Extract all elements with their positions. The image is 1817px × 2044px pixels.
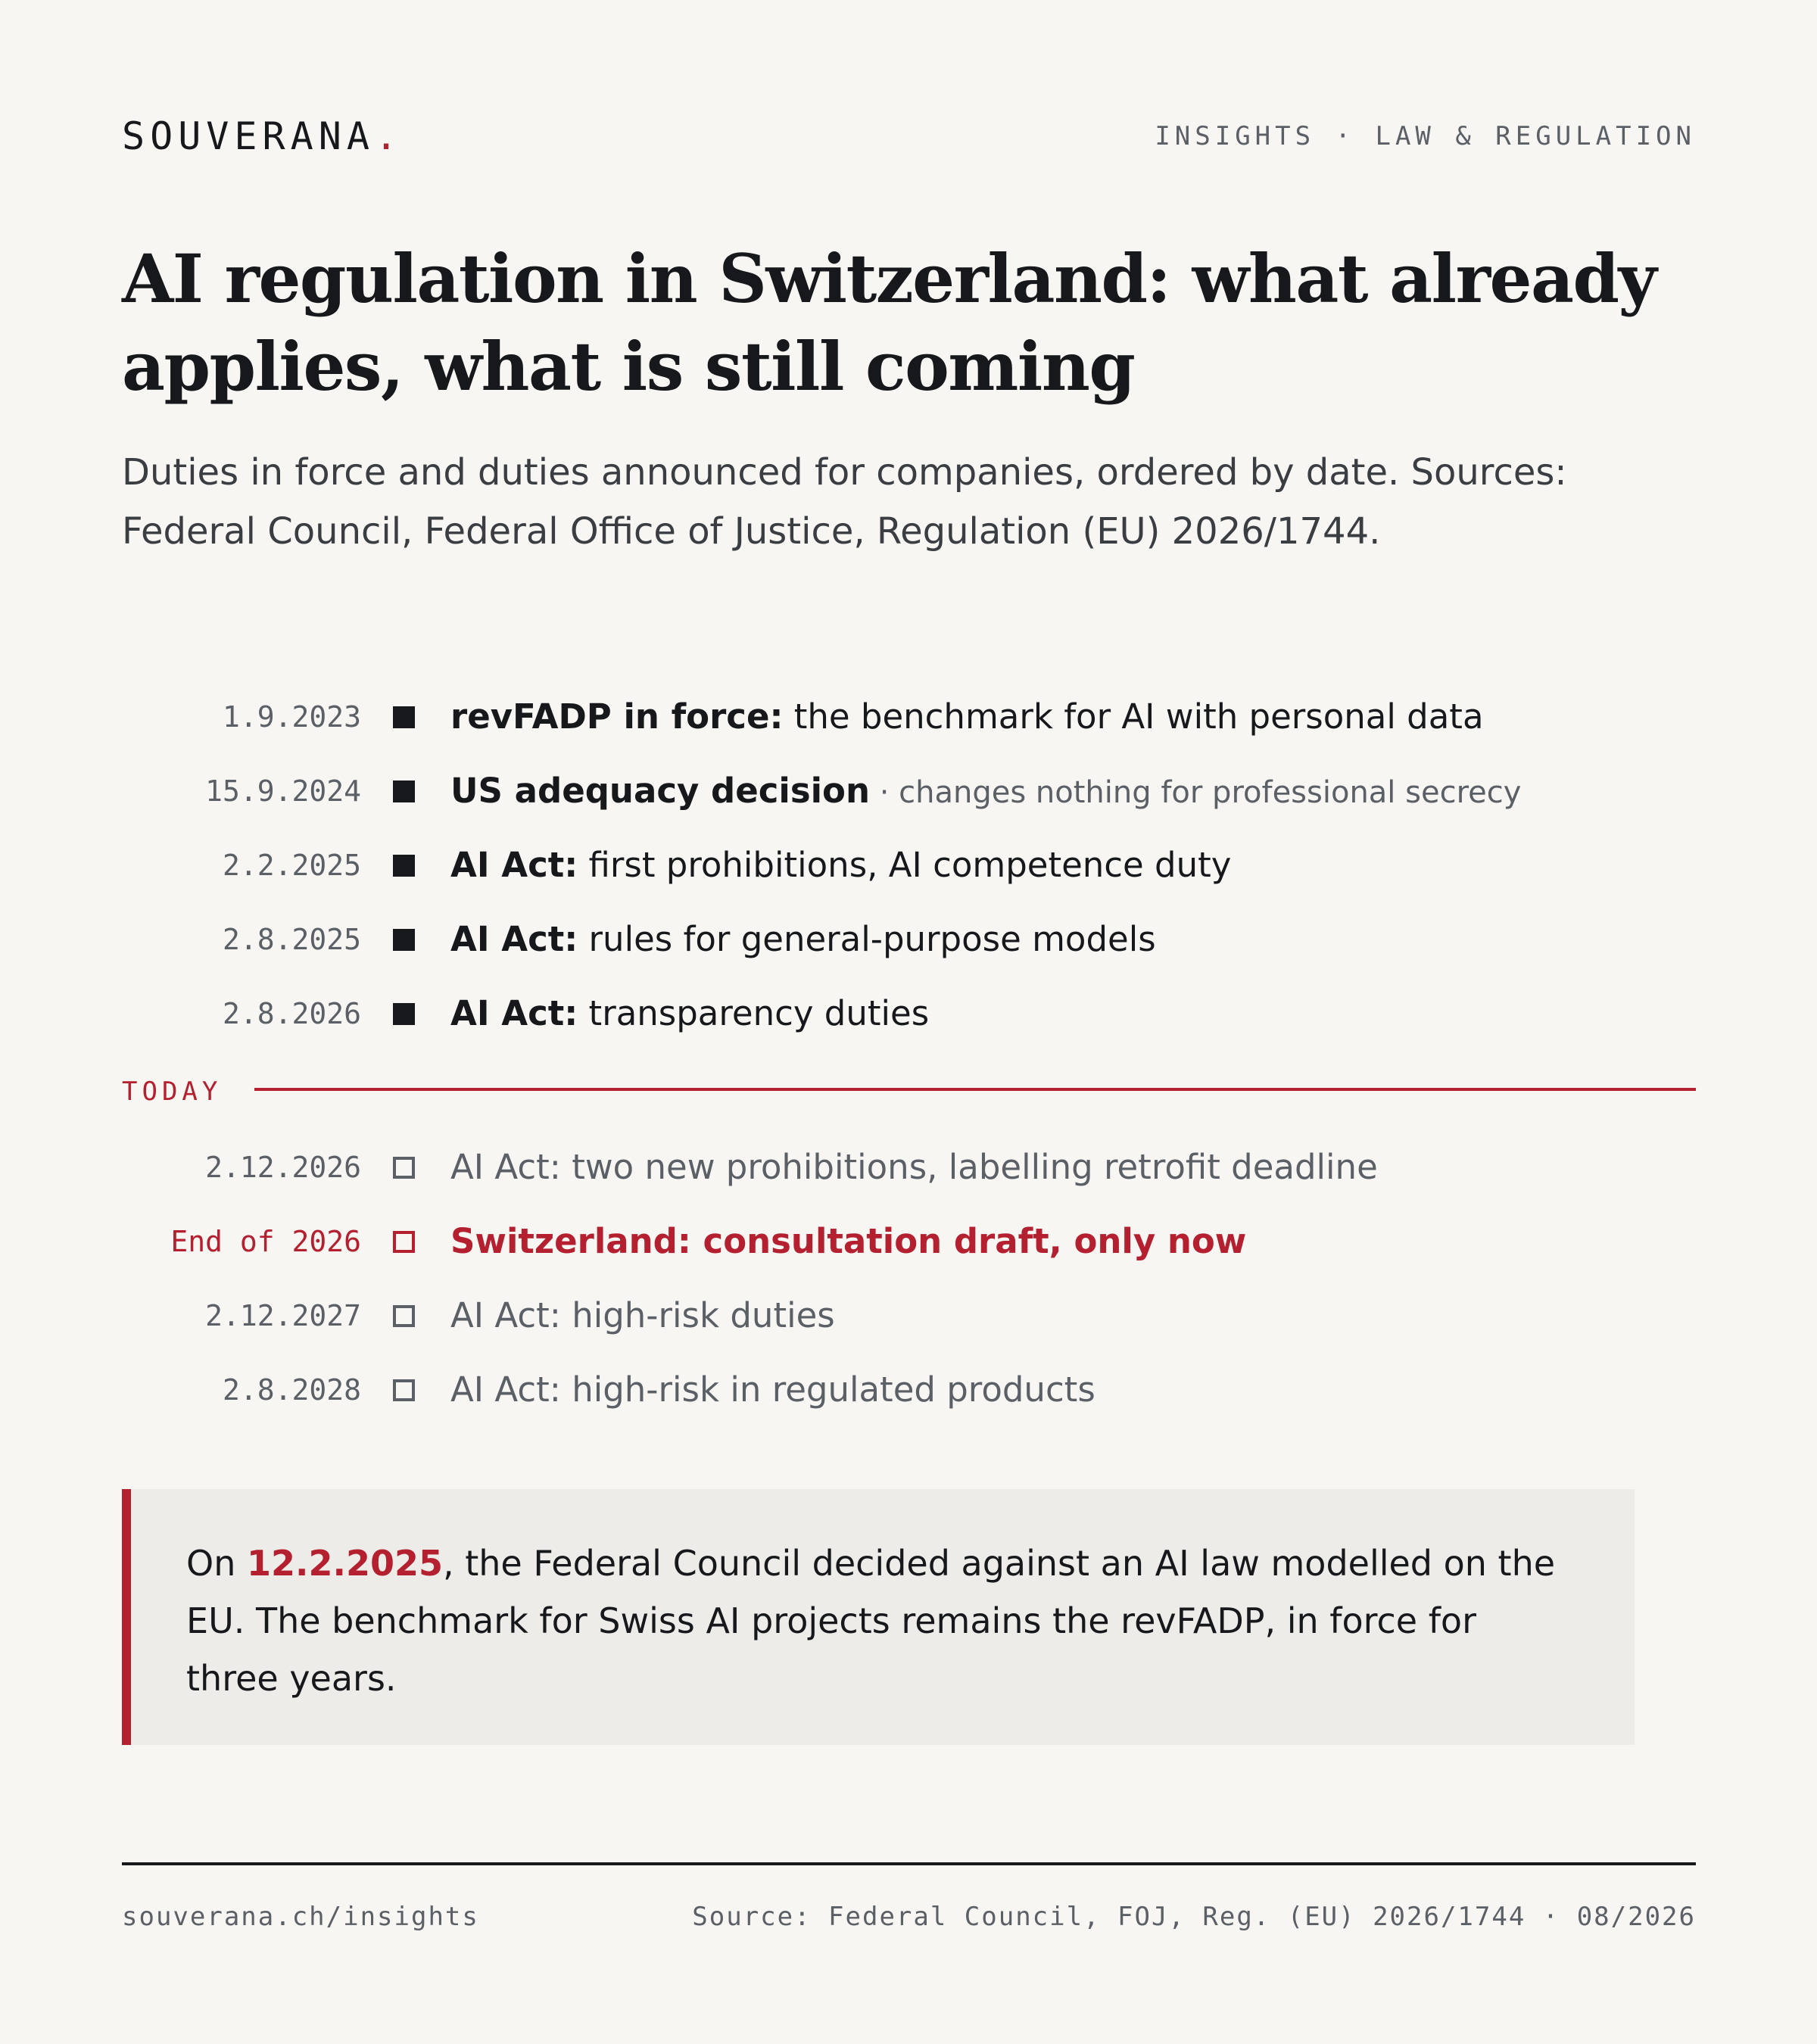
today-divider: [122, 1073, 1696, 1110]
timeline-text: [450, 991, 929, 1036]
callout-body: , the Federal Council decided against an AI law modelled on the EU. The benchmark for Swiss AI projects remains the revFADP, in force for three years.: [186, 1543, 1556, 1699]
timeline-item: [122, 765, 1696, 818]
timeline-item-highlight: [122, 1215, 1696, 1268]
filled-square-icon: [393, 781, 415, 802]
callout-box: [122, 1489, 1635, 1745]
callout-text: [186, 1535, 1559, 1707]
timeline-date: 2.8.2026: [222, 997, 361, 1030]
timeline-detail: first prohibitions, AI competence duty: [578, 845, 1232, 885]
timeline-item: [122, 987, 1696, 1040]
timeline-item: [122, 690, 1696, 743]
timeline-date: 2.2.2025: [222, 849, 361, 882]
today-label: TODAY: [122, 1077, 223, 1107]
timeline-item: [122, 913, 1696, 966]
footer-url-link[interactable]: souverana.ch/insights: [122, 1902, 479, 1932]
filled-square-icon: [393, 706, 415, 728]
brand-dot: .: [374, 114, 404, 158]
page-title: AI regulation in Switzerland: what already applies, what is still coming: [122, 239, 1656, 406]
timeline-detail: rules for general-purpose models: [578, 919, 1156, 959]
page-subtitle: Duties in force and duties announced for companies, ordered by date. Sources: Federal Council, Federal Office of Justice, Regulation (EU) 2026/1744.: [122, 451, 1567, 553]
timeline-date: 2.12.2026: [205, 1151, 361, 1184]
header: [122, 114, 1696, 159]
timeline-item: [122, 839, 1696, 892]
timeline-text: [450, 843, 1231, 888]
timeline-text: AI Act: high-risk in regulated products: [450, 1369, 1095, 1410]
timeline-date: 15.9.2024: [205, 774, 361, 808]
timeline-detail: the benchmark for AI with personal data: [783, 696, 1484, 737]
timeline-text: [450, 917, 1156, 962]
timeline-date: 2.12.2027: [205, 1299, 361, 1332]
footer-divider: [122, 1862, 1696, 1865]
today-line: [254, 1088, 1696, 1091]
hollow-square-icon: [393, 1231, 415, 1253]
timeline-date: 2.8.2028: [222, 1373, 361, 1407]
timeline-lead: US adequacy decision: [450, 771, 870, 811]
timeline-text: AI Act: two new prohibitions, labelling retrofit deadline: [450, 1147, 1378, 1187]
timeline-text: AI Act: high-risk duties: [450, 1295, 835, 1335]
hollow-square-icon: [393, 1379, 415, 1401]
filled-square-icon: [393, 929, 415, 951]
infographic-page: [122, 0, 1696, 2044]
timeline-item-upcoming: [122, 1141, 1696, 1194]
timeline-lead: revFADP in force:: [450, 696, 784, 737]
brand-logo[interactable]: [122, 114, 403, 159]
timeline-lead: AI Act:: [450, 845, 578, 885]
timeline-text: Switzerland: consultation draft, only now: [450, 1221, 1247, 1261]
timeline-item-upcoming: [122, 1363, 1696, 1416]
brand-name: SOUVERANA: [122, 114, 375, 158]
footer-source: Source: Federal Council, FOJ, Reg. (EU) 2026/1744 · 08/2026: [692, 1902, 1696, 1932]
filled-square-icon: [393, 855, 415, 877]
timeline-date: 2.8.2025: [222, 923, 361, 956]
timeline-note: · changes nothing for professional secrecy: [870, 775, 1522, 810]
timeline-date: End of 2026: [170, 1225, 361, 1258]
hollow-square-icon: [393, 1157, 415, 1179]
callout-prefix: On: [186, 1543, 247, 1584]
timeline-item-upcoming: [122, 1289, 1696, 1342]
timeline-detail: transparency duties: [578, 993, 930, 1033]
callout-date: 12.2.2025: [246, 1543, 443, 1584]
timeline-text: [450, 768, 1521, 815]
timeline-lead: AI Act:: [450, 993, 578, 1033]
section-label: INSIGHTS · LAW & REGULATION: [1155, 121, 1696, 151]
filled-square-icon: [393, 1003, 415, 1025]
hollow-square-icon: [393, 1305, 415, 1327]
timeline-date: 1.9.2023: [222, 700, 361, 734]
timeline-text: [450, 694, 1484, 740]
timeline-lead: AI Act:: [450, 919, 578, 959]
